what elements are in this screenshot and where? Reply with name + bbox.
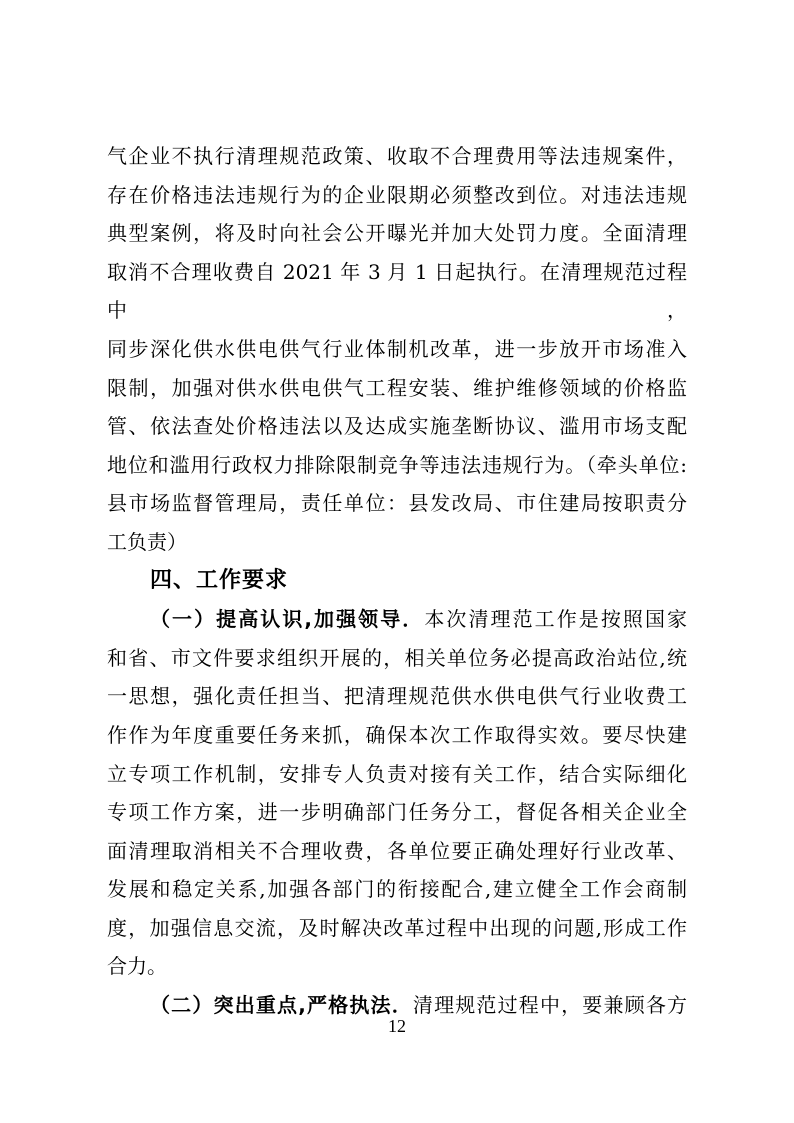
text-line: 县市场监督管理局，责任单位：县发改局、市住建局按职责分 bbox=[107, 491, 687, 516]
text-line: 存在价格违法违规行为的企业限期必须整改到位。对违法违规 bbox=[107, 182, 687, 207]
text-line: 管、依法查处价格违法以及达成实施垄断协议、滥用市场支配 bbox=[107, 414, 687, 439]
page-number: 12 bbox=[388, 1016, 406, 1036]
text-line: 作作为年度重要任务来抓，确保本次工作取得实效。要尽快建 bbox=[107, 722, 687, 747]
text-line: 和省、市文件要求组织开展的，相关单位务必提高政治站位,统 bbox=[107, 645, 687, 670]
text-line bbox=[107, 600, 687, 639]
line-text: 本次清理范工作是按照国家 bbox=[424, 607, 687, 632]
line-text: 清理规范过程中，要兼顾各方 bbox=[412, 993, 687, 1018]
text-line: 专项工作方案，进一步明确部门任务分工，督促各相关企业全 bbox=[107, 800, 687, 825]
text-line: 面清理取消相关不合理收费，各单位要正确处理好行业改革、 bbox=[107, 838, 687, 863]
text-line: 合力。 bbox=[107, 954, 167, 979]
text-line: 取消不合理收费自 2021 年 3 月 1 日起执行。在清理规范过程中， bbox=[107, 259, 687, 323]
bold-lead-text: （一）提高认识,加强领导． bbox=[150, 607, 425, 632]
text-line: 立专项工作机制，安排专人负责对接有关工作，结合实际细化 bbox=[107, 761, 687, 786]
text-line: 典型案例，将及时向社会公开曝光并加大处罚力度。全面清理 bbox=[107, 221, 687, 246]
text-line: 限制，加强对供水供电供气工程安装、维护维修领域的价格监 bbox=[107, 375, 687, 400]
bold-lead-text: （二）突出重点,严格执法． bbox=[150, 993, 413, 1018]
text-line: 气企业不执行清理规范政策、收取不合理费用等法违规案件， bbox=[107, 144, 687, 168]
text-line: 地位和滥用行政权力排除限制竞争等违法违规行为。（牵头单位: bbox=[107, 452, 687, 477]
text-line: 一思想，强化责任担当、把清理规范供水供电供气行业收费工 bbox=[107, 684, 687, 709]
text-line: 发展和稳定关系,加强各部门的衔接配合,建立健全工作会商制 bbox=[107, 877, 687, 902]
text-line: 工负责） bbox=[107, 529, 187, 554]
text-line: 度，加强信息交流，及时解决改革过程中出现的问题,形成工作 bbox=[107, 915, 687, 940]
section-heading: 四、工作要求 bbox=[150, 567, 289, 593]
text-line: 同步深化供水供电供气行业体制机改革，进一步放开市场准入 bbox=[107, 336, 687, 361]
document-body bbox=[107, 137, 687, 1025]
